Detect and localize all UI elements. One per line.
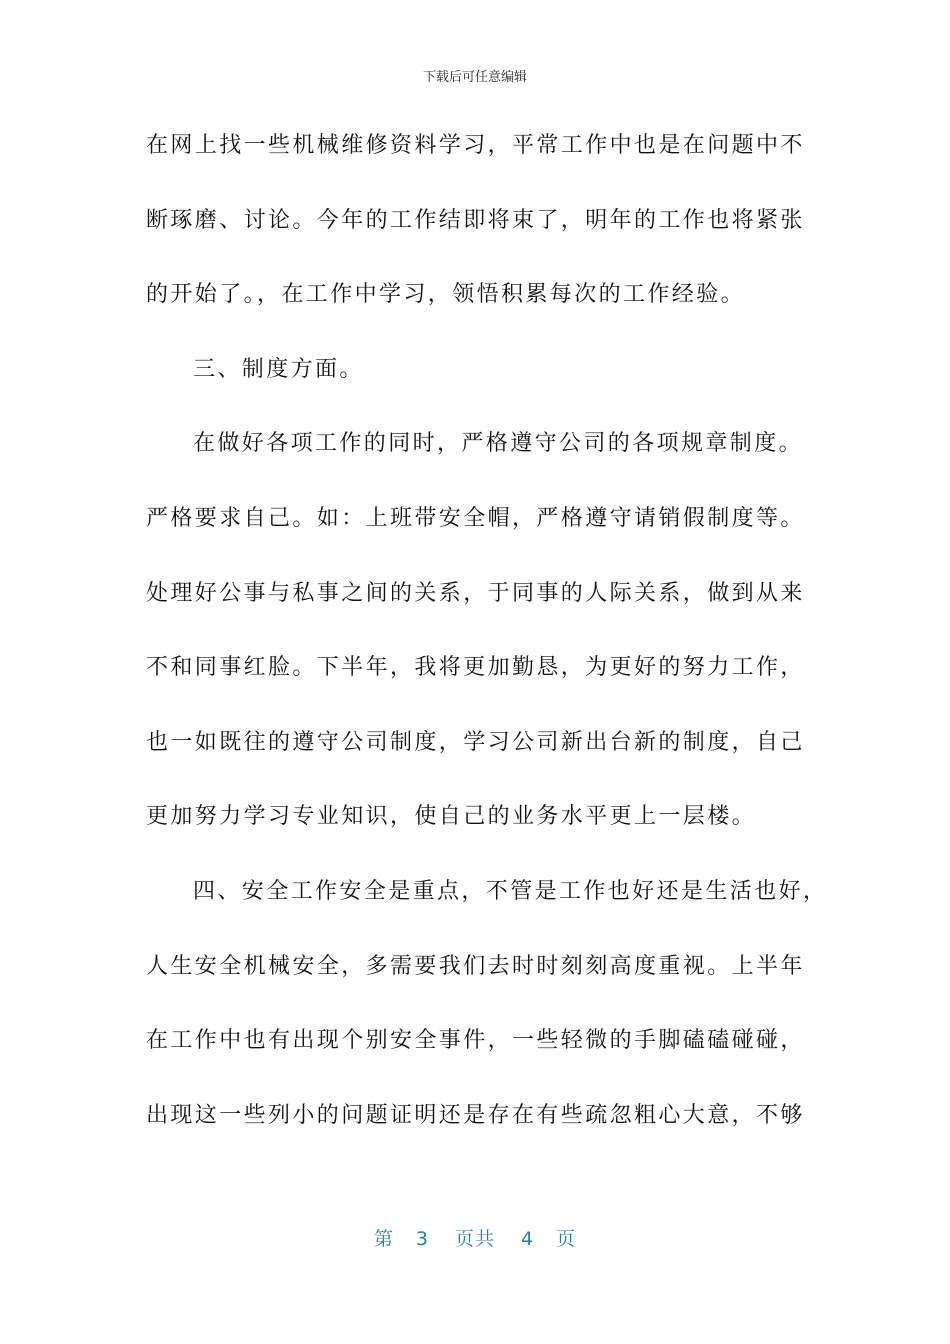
- text-line: 也一如既往的遵守公司制度，学习公司新出台新的制度，自己: [146, 729, 805, 755]
- section-heading-3: 三、制度方面。: [193, 356, 364, 382]
- text-line: 处理好公事与私事之间的关系，于同事的人际关系，做到从来: [146, 580, 805, 606]
- current-page-number: 3: [415, 1228, 429, 1250]
- footer-prefix: 第: [373, 1228, 394, 1250]
- footer-middle: 页共: [454, 1228, 495, 1250]
- text-line: 人生安全机械安全，多需要我们去时时刻刻高度重视。上半年: [146, 953, 805, 979]
- text-line: 在工作中也有出现个别安全事件，一些轻微的手脚磕磕碰碰，: [146, 1028, 805, 1054]
- total-page-count: 4: [521, 1228, 535, 1250]
- text-line: 的开始了。，在工作中学习，领悟积累每次的工作经验。: [146, 282, 746, 308]
- text-line: 出现这一些列小的问题证明还是存在有些疏忽粗心大意，不够: [146, 1102, 805, 1128]
- text-line: 严格要求自己。如：上班带安全帽，严格遵守请销假制度等。: [146, 505, 805, 531]
- section-heading-4: 四、安全工作安全是重点，不管是工作也好还是生活也好，: [193, 878, 828, 904]
- document-body: [146, 124, 828, 1168]
- text-line: 不和同事红脸。下半年，我将更加勤恳，为更好的努力工作，: [146, 655, 805, 681]
- page-header: 下载后可任意编辑: [422, 70, 527, 85]
- page-footer: [0, 1224, 950, 1251]
- paragraph-start: 在做好各项工作的同时，严格遵守公司的各项规章制度。: [193, 431, 804, 457]
- text-line: 更加努力学习专业知识，使自己的业务水平更上一层楼。: [146, 804, 757, 830]
- text-line: 断琢磨、讨论。今年的工作结即将束了，明年的工作也将紧张: [146, 207, 805, 233]
- text-line: 在网上找一些机械维修资料学习，平常工作中也是在问题中不: [146, 133, 805, 158]
- footer-suffix: 页: [556, 1228, 577, 1250]
